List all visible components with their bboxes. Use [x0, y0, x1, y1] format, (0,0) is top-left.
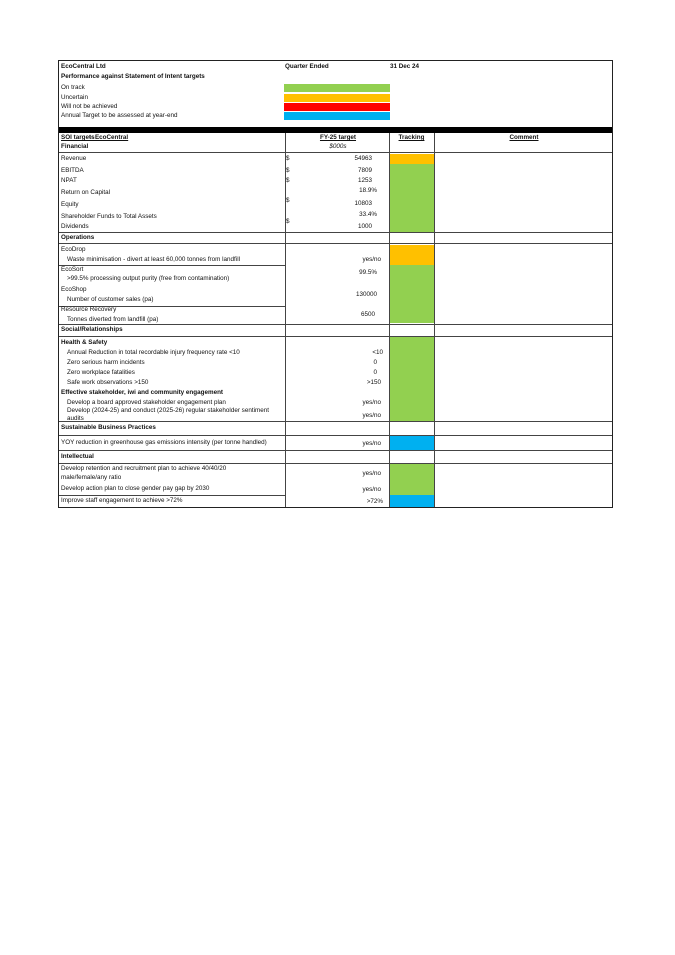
- statement-of-intent-sheet: [58, 60, 613, 508]
- fin-equity-label: Equity: [61, 201, 79, 208]
- col-tracking: Tracking: [398, 134, 425, 141]
- quarter-label: Quarter Ended: [285, 63, 329, 70]
- fin-sf-value: 33.4%: [359, 211, 377, 218]
- int-row-1-label-cont: male/female/any ratio: [61, 474, 122, 481]
- hs-row-1-label: Annual Reduction in total recordable injury frequency rate <10: [67, 349, 240, 356]
- fin-roc-label: Return on Capital: [61, 189, 111, 196]
- ops-ecoshop-target: Number of customer sales (pa): [67, 296, 154, 303]
- section-intellectual: Intellectual: [61, 453, 94, 460]
- fin-ebitda-currency: $: [286, 167, 290, 174]
- fin-roc-value: 18.9%: [359, 187, 377, 194]
- ops-ecodrop-target: Waste minimisation - divert at least 60,000 tonnes from landfill: [67, 256, 241, 263]
- tracking-ecodrop: [389, 245, 434, 265]
- tracking-staff-engagement: [389, 495, 434, 507]
- hs-row-4-label: Safe work observations >150: [67, 379, 149, 386]
- stk-row-2-value: yes/no: [362, 412, 381, 419]
- section-health: Health & Safety: [61, 339, 108, 346]
- fin-dividends-label: Dividends: [61, 223, 89, 230]
- fin-dividends-value: 1000: [357, 223, 372, 230]
- ops-ecodrop-value: yes/no: [362, 256, 381, 263]
- fin-dividends-currency: $: [286, 218, 290, 225]
- company-name: EcoCentral Ltd: [61, 63, 106, 70]
- ops-ecosort-value: 99.5%: [359, 269, 377, 276]
- hs-row-1-value: <10: [372, 349, 383, 356]
- fin-ebitda-value: 7809: [357, 167, 372, 174]
- fin-sf-label: Shareholder Funds to Total Assets: [61, 213, 157, 220]
- ops-ecodrop: EcoDrop: [61, 246, 86, 253]
- hs-row-2-label: Zero serious harm incidents: [67, 359, 145, 366]
- legend-swatch-red: [284, 103, 390, 111]
- tracking-operations: [389, 265, 434, 323]
- tracking-sustainable: [389, 436, 434, 450]
- col-soi-targets: SOI targets: [61, 134, 95, 141]
- tracking-revenue: [389, 154, 434, 164]
- hs-row-4-value: >150: [366, 379, 381, 386]
- section-sustainable: Sustainable Business Practices: [61, 424, 156, 431]
- quarter-date: 31 Dec 24: [390, 63, 420, 70]
- int-row-2-label: Develop action plan to close gender pay gap by 2030: [61, 485, 210, 492]
- stk-row-1-label: Develop a board approved stakeholder engagement plan: [67, 399, 226, 406]
- int-row-3-value: >72%: [366, 498, 383, 505]
- sbp-row-value: yes/no: [362, 440, 381, 447]
- stk-row-1-value: yes/no: [362, 399, 381, 406]
- col-soi-sub: -- EcoCentral: [89, 134, 129, 141]
- col-target: FY-25 target: [319, 134, 357, 141]
- section-operations: Operations: [61, 234, 95, 241]
- fin-equity-currency: $: [286, 197, 290, 204]
- legend-label-on-track: On track: [61, 84, 85, 91]
- stk-row-2-label-cont: audits: [67, 415, 84, 420]
- tracking-social: [389, 337, 434, 421]
- hs-row-3-value: 0: [373, 369, 377, 376]
- col-comment: Comment: [509, 134, 539, 141]
- legend-label-year-end: Annual Target to be assessed at year-end: [61, 112, 178, 119]
- ops-ecoshop: EcoShop: [61, 286, 87, 293]
- legend-label-not-achieved: Will not be achieved: [61, 103, 118, 110]
- hs-row-2-value: 0: [373, 359, 377, 366]
- fin-ebitda-label: EBITDA: [61, 167, 84, 174]
- fin-revenue-currency: $: [286, 155, 290, 162]
- sbp-row-label: YOY reduction in greenhouse gas emissions intensity (per tonne handled): [61, 439, 267, 446]
- tracking-financial: [389, 164, 434, 232]
- ops-recovery-target: Tonnes diverted from landfill (pa): [67, 316, 159, 323]
- legend-swatch-amber: [284, 94, 390, 102]
- page-subtitle: Performance against Statement of Intent targets: [61, 73, 205, 80]
- fin-npat-value: 1253: [357, 177, 372, 184]
- section-financial: Financial: [61, 143, 89, 150]
- section-stakeholder: Effective stakeholder, iwi and community engagement: [61, 389, 224, 396]
- fin-npat-label: NPAT: [61, 177, 77, 184]
- ops-ecosort: EcoSort: [61, 266, 84, 273]
- legend-swatch-blue: [284, 112, 390, 120]
- hs-row-3-label: Zero workplace fatalities: [67, 369, 135, 376]
- legend-label-uncertain: Uncertain: [61, 94, 88, 101]
- ops-recovery: Resource Recovery: [61, 306, 117, 313]
- legend-swatch-green: [284, 84, 390, 92]
- section-social: Social/Relationships: [61, 326, 123, 333]
- target-unit: $000s: [329, 143, 347, 150]
- int-row-3-label: Improve staff engagement to achieve >72%: [61, 497, 183, 504]
- ops-recovery-value: 6500: [360, 311, 375, 318]
- stk-row-2-label: Develop (2024-25) and conduct (2025-26) regular stakeholder sentiment: [67, 407, 269, 414]
- int-row-2-value: yes/no: [362, 486, 381, 493]
- header-divider: [59, 127, 612, 133]
- ops-ecosort-target: >99.5% processing output purity (free from contamination): [67, 275, 230, 282]
- fin-npat-currency: $: [286, 177, 290, 184]
- fin-revenue-label: Revenue: [61, 155, 87, 162]
- fin-revenue-value: 54963: [354, 155, 372, 162]
- ops-ecoshop-value: 130000: [355, 291, 377, 298]
- tracking-intellectual: [389, 464, 434, 495]
- int-row-1-value: yes/no: [362, 470, 381, 477]
- fin-equity-value: 10803: [354, 200, 372, 207]
- int-row-1-label: Develop retention and recruitment plan to achieve 40/40/20: [61, 465, 227, 472]
